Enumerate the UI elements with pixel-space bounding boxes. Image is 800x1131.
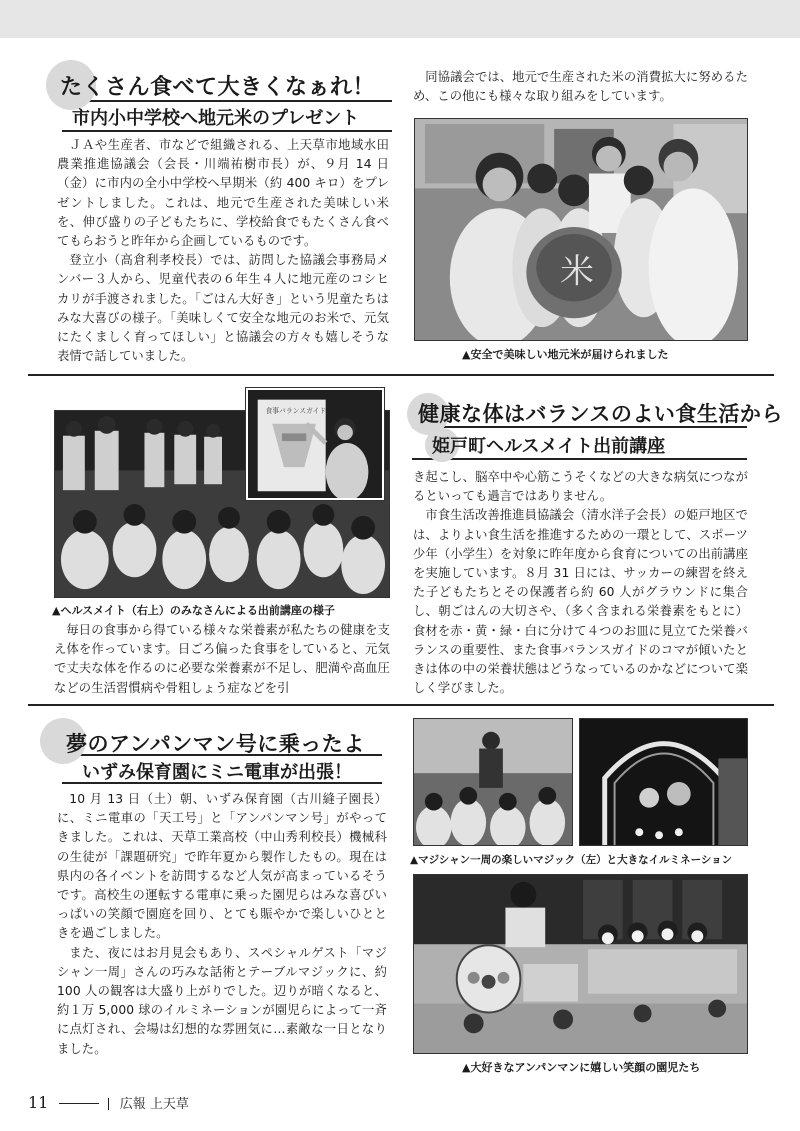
healthmate-inset-photo [246, 388, 384, 500]
section2-paragraph: き起こし、脳卒中や心筋こうそくなどの大きな病気につながるといっても過言ではありません。 [413, 470, 748, 504]
section3-title: 夢のアンパンマン号に乗ったよ [66, 732, 365, 756]
page-footer [28, 1093, 189, 1112]
top-band [0, 0, 800, 38]
section1-paragraph: ＪＡや生産者、市などで組織される、上天草市地域水田農業推進協議会（会長・川端祐樹市長）が、９月 14 日（金）に市内の全小中学校へ早期米（約 400 キロ）をプレゼントしました。これは、地元で生産された美味しい米を、伸び盛りの子どもたちに、学校給食でもたくさん食べてもらおうと昨年から企画しているものです。 [57, 138, 389, 249]
section2-title: 健康な体はバランスのよい食生活から [418, 402, 783, 426]
section1-paragraph: 登立小（高倉利孝校長）では、訪問した協議会事務局メンバー３人から、児童代表の６年生４人に地元産のコシヒカリが手渡されました。「ごはん大好き」という児童たちはみな大喜びの様子。「美味しくて安全な地元のお米で、元気にたくましく育ってほしい」と協議会の方々も嬉しそうな表情で話していました。 [57, 253, 389, 364]
footer-rule [59, 1103, 99, 1104]
section1-subtitle-underline [62, 130, 392, 132]
footer-rule-tick [108, 1098, 109, 1110]
section2-paragraph: 市食生活改善推進員協議会（清水洋子会長）の姫戸地区では、よりよい食生活を推進するための一環として、スポーツ少年（小学生）を対象に昨年度から食育についての出前講座を実施しています。８月 31 日には、サッカーの練習を終えた子どもたちとその保護者ら約 60 人がグラウンドに集合し、朝ごはんの大切さや、（多く含まれる栄養素をもとに）食材を赤・黄・緑・白に分けて４つのお皿に見立てた栄養バランスの重要性、また食事バランスガイドのコマが傾いたときは体の中の栄養状態はどうなっているのかなどについて楽しく学びました。 [413, 508, 748, 696]
section2-subtitle: 姫戸町ヘルスメイト出前講座 [432, 436, 666, 457]
rice-photo-caption: ▲安全で美味しい地元米が届けられました [462, 348, 669, 361]
anpanman-train-photo [413, 874, 748, 1054]
section3-paragraph: また、夜にはお月見会もあり、スペシャルゲスト「マジシャン一周」さんの巧みな話術とテーブルマジックに、約 100 人の観客は大盛り上がりでした。辺りが暗くなると、約１万 5,000 球のイルミネーションが園児らによって一斉に点灯され、会場は幻想的な雰囲気に…素敵な一日となりました。 [57, 945, 387, 1056]
illumination-photo [579, 718, 748, 846]
section2-subtitle-underline [412, 458, 747, 460]
section3-paragraph: 10 月 13 日（土）朝、いずみ保育園（古川縫子園長）に、ミニ電車の「天工号」と「アンパンマン号」がやってきました。これは、天草工業高校（中山秀利校長）機械科の生徒が「課題研究」で昨年夏から製作したもの。現在は県内の各イベントを訪問するなど人気が高まっているそうです。高校生の運転する電車に乗った園児らはみな喜びいっぱいの笑顔で園庭を回り、とても賑やかで楽しいひとときを過ごしました。 [57, 792, 387, 941]
magic-show-photo [413, 718, 573, 846]
section3-article [57, 790, 387, 1059]
section3-subtitle: いずみ保育園にミニ電車が出張！ [82, 762, 352, 783]
section2-paragraph: 毎日の食事から得ている様々な栄養素が私たちの健康を支え体を作っています。日ごろ偏った食事をしていると、元気で丈夫な体を作るのに必要な栄養素が不足し、肥満や高血圧などの生活習慣病や骨粗しょう症などを引 [54, 623, 390, 695]
rice-presentation-photo [414, 118, 748, 341]
section2-left-text [54, 621, 390, 698]
anpanman-photo-caption: ▲大好きなアンパンマンに嬉しい笑顔の園児たち [462, 1061, 701, 1074]
section1-article [57, 136, 389, 366]
section1-title: たくさん食べて大きくなぁれ！ [60, 75, 376, 100]
section1-subtitle: 市内小中学校へ地元米のプレゼント [72, 108, 360, 129]
section1-paragraph-right: 同協議会では、地元で生産された米の消費拡大に努めるため、この他にも様々な取り組みをしています。 [413, 70, 748, 104]
section1-right-text [413, 68, 748, 106]
healthmate-photo-caption: ▲ヘルスメイト（右上）のみなさんによる出前講座の様子 [52, 604, 335, 617]
magic-photo-caption: ▲マジシャン一周の楽しいマジック（左）と大きなイルミネーション [410, 854, 733, 866]
divider-1 [28, 374, 774, 376]
divider-2 [28, 704, 774, 706]
publication-name: 広報 上天草 [119, 1097, 189, 1112]
poster-title: 食事バランスガイド [265, 407, 327, 416]
page-number: 11 [28, 1093, 49, 1112]
section2-right-text [413, 468, 748, 698]
rice-bag-text: 米 [560, 251, 594, 291]
